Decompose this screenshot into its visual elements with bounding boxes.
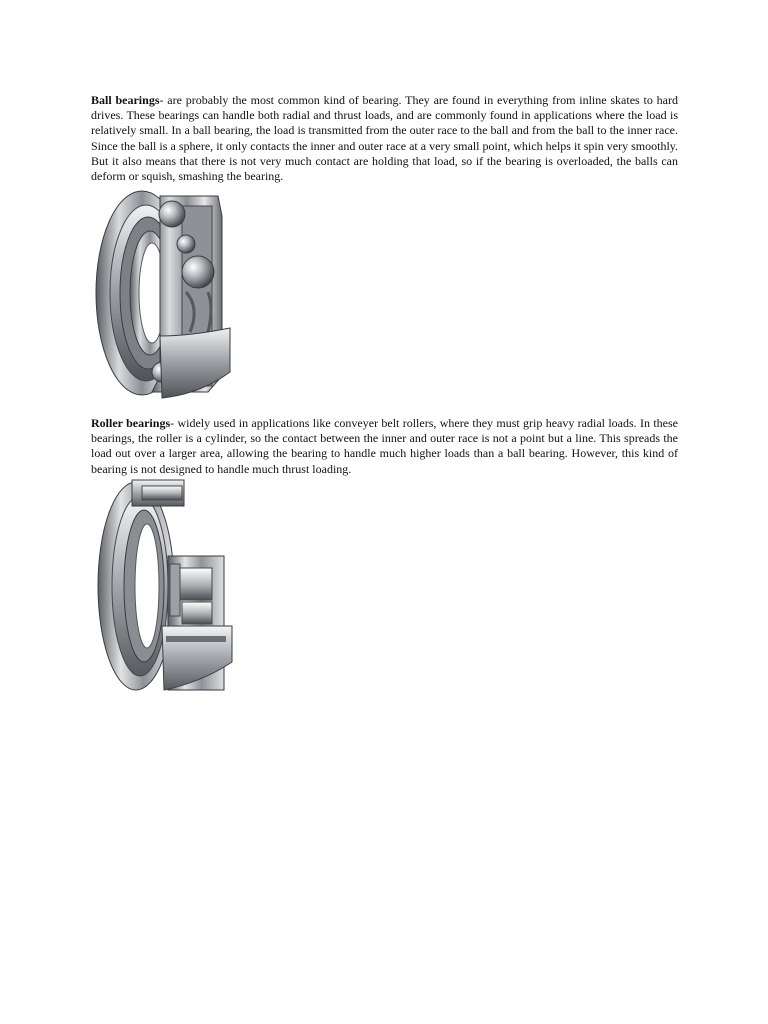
- ball-bearing-illustration-icon: [90, 186, 235, 400]
- ball-bearings-text: - are probably the most common kind of bearing. They are found in everything from inline skates to hard drives. These bearings can handle both radial and thrust loads, and are commonly found in applications where the load is relatively small. In a ball bearing, the load is transmitted from the outer race to the ball and from the ball to the inner race. Since the ball is a sphere, it only contacts the inner and outer race at a very small point, which helps it spin very smoothly. But it also means that there is not very much contact are holding that load, so if the bearing is overloaded, the balls can deform or squish, smashing the bearing.: [91, 93, 678, 184]
- roller-bearing-illustration-icon: [92, 476, 237, 696]
- roller-bearings-text: - widely used in applications like conveyer belt rollers, where they must grip heavy radial loads. In these bearings, the roller is a cylinder, so the contact between the inner and outer race is not a point but a line. This spreads the load out over a larger area, allowing the bearing to handle much higher loads than a ball bearing. However, this kind of bearing is not designed to handle much thrust loading.: [91, 416, 678, 476]
- roller-bearings-term: Roller bearings: [91, 416, 171, 430]
- roller-bearing-image: [92, 476, 237, 696]
- ball-bearings-paragraph: [91, 93, 678, 184]
- ball-bearing-image: [90, 186, 235, 400]
- roller-bearings-paragraph: [91, 416, 678, 477]
- ball-bearings-term: Ball bearings: [91, 93, 160, 107]
